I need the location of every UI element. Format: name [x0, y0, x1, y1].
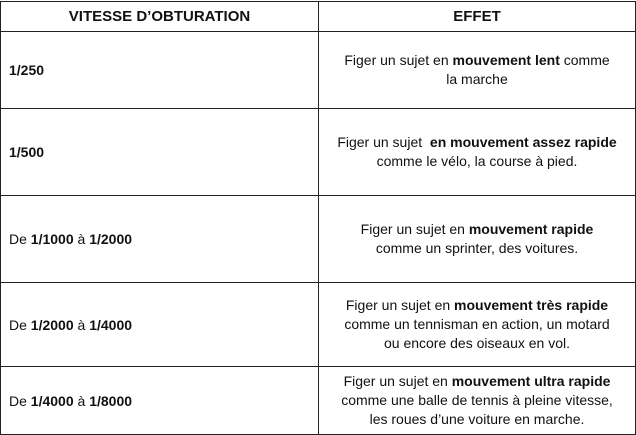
effect-cell [319, 32, 636, 109]
speed-cell [1, 196, 319, 283]
speed-value-2: 1/4000 [89, 316, 133, 333]
effect-keyword: en mouvement assez rapide [429, 134, 617, 150]
speed-cell [1, 109, 319, 196]
effect-keyword: mouvement ultra rapide [451, 373, 611, 389]
table-row [1, 32, 636, 109]
speed-value: 1/1000 [30, 231, 74, 247]
effect-cell [319, 367, 636, 435]
effect-text: Figer un sujet [337, 134, 430, 150]
effect-line-2: comme une balle de tennis à pleine vitesse, [341, 392, 613, 408]
effect-keyword: mouvement très rapide [454, 297, 609, 313]
header-shutter-speed: VITESSE D’OBTURATION [1, 2, 319, 32]
speed-prefix: De [9, 231, 31, 247]
effect-text: Figer un sujet en [343, 373, 452, 389]
effect-cell [319, 109, 636, 196]
effect-line-2: la marche [446, 71, 508, 87]
speed-mid: à [73, 392, 90, 409]
effect-text: Figer un sujet en [345, 297, 455, 313]
table-row [1, 283, 636, 367]
effect-text-post: comme [559, 52, 610, 68]
speed-prefix: De [9, 316, 31, 333]
speed-mid: à [73, 231, 90, 247]
speed-cell [1, 367, 319, 435]
speed-cell [1, 283, 319, 367]
speed-value-2: 1/2000 [89, 231, 133, 247]
effect-line-3: ou encore des oiseaux en vol. [383, 335, 570, 351]
effect-line-2: comme un tennisman en action, un motard [344, 316, 610, 332]
speed-mid: à [73, 316, 90, 333]
table-row [1, 109, 636, 196]
effect-keyword: mouvement rapide [468, 221, 594, 237]
table-header-row [1, 2, 636, 32]
effect-cell [319, 196, 636, 283]
speed-value: 1/4000 [30, 392, 74, 409]
table-row [1, 367, 636, 435]
speed-cell [1, 32, 319, 109]
effect-line-2: comme le vélo, la course à pied. [376, 153, 578, 169]
effect-cell [319, 283, 636, 367]
speed-value: 1/2000 [30, 316, 74, 333]
header-effect: EFFET [319, 2, 636, 32]
speed-value-2: 1/8000 [89, 392, 133, 409]
effect-text: Figer un sujet en [344, 52, 453, 68]
effect-line-3: les roues d’une voiture en marche. [369, 411, 585, 427]
speed-value: 1/250 [9, 62, 45, 78]
shutter-speed-table [0, 1, 636, 435]
effect-keyword: mouvement lent [452, 52, 560, 68]
effect-text: Figer un sujet en [360, 221, 469, 237]
table-row [1, 196, 636, 283]
speed-prefix: De [9, 392, 31, 409]
effect-line-2: comme un sprinter, des voitures. [375, 240, 579, 256]
speed-value: 1/500 [9, 144, 45, 160]
